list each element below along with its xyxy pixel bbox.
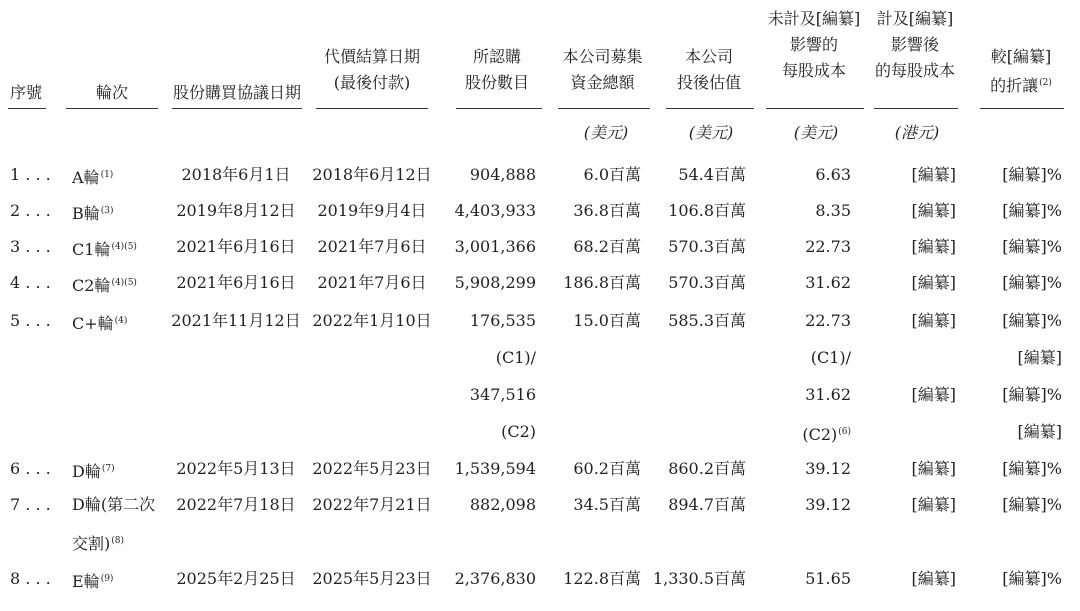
cell-text: 904,888 — [469, 165, 536, 184]
header-line: 本公司 — [684, 47, 733, 66]
cell-settlement-date — [317, 200, 426, 222]
cell-shares — [455, 200, 536, 222]
cell-shares — [455, 568, 536, 590]
cell-funds — [573, 200, 641, 222]
cell-round — [72, 494, 155, 516]
header-total-funds — [555, 44, 650, 96]
footnote-marker: (9) — [100, 574, 114, 584]
cell-text: 2018年6月12日 — [312, 165, 432, 184]
cell-shares — [501, 421, 536, 443]
cell-text: 4 . . . — [10, 273, 51, 292]
cell-agreement-date — [176, 200, 295, 222]
cell-text: [編纂]% — [1002, 201, 1062, 220]
cell-text: [編纂]% — [1002, 459, 1062, 478]
cell-text: 2 . . . — [10, 201, 51, 220]
cell-text: 585.3百萬 — [668, 311, 746, 330]
cell-shares — [455, 236, 536, 258]
header-rule — [8, 108, 46, 109]
header-line: (最後付款) — [333, 73, 411, 92]
cell-text: 6.0百萬 — [583, 165, 641, 184]
cell-cost-before — [805, 494, 851, 516]
cell-shares — [470, 384, 536, 406]
footnote-marker: (4) — [114, 316, 128, 326]
cell-funds — [573, 236, 641, 258]
cell-text: A輪 — [72, 168, 100, 187]
cell-text: 2022年7月21日 — [312, 495, 432, 514]
cell-text: 2018年6月1日 — [181, 165, 291, 184]
header-line: 所認購 — [472, 47, 521, 66]
cell-shares — [455, 458, 536, 480]
header-line: 未計及[編纂] — [767, 9, 861, 28]
cell-text: (C1)/ — [810, 348, 851, 367]
cell-text: 882,098 — [469, 495, 536, 514]
cell-round — [72, 458, 115, 483]
cell-round — [72, 164, 113, 189]
cell-text: 6 . . . — [10, 459, 51, 478]
cell-text: 8 . . . — [10, 569, 51, 588]
cell-text: (C2) — [802, 425, 838, 444]
cell-round — [72, 310, 127, 335]
header-round — [66, 80, 158, 106]
cell-text: 8.35 — [815, 201, 851, 220]
cell-text: [編纂] — [911, 495, 956, 514]
cell-text: 1,539,594 — [454, 459, 536, 478]
cell-text: 交割) — [72, 534, 111, 553]
cell-cost-before — [811, 347, 851, 369]
header-settlement-date — [316, 44, 428, 96]
header-shares — [452, 44, 542, 96]
header-line: 計及[編纂] — [876, 9, 954, 28]
cell-cost-before — [805, 568, 851, 590]
cell-cost-after — [912, 200, 957, 222]
cell-text: 39.12 — [805, 495, 851, 514]
footnote-marker: (4)(5) — [111, 242, 137, 252]
cell-text: 2021年6月16日 — [176, 237, 296, 256]
cell-text: D輪 — [72, 462, 101, 481]
cell-agreement-date — [171, 310, 300, 332]
cell-text: 347,516 — [469, 385, 536, 404]
cell-cost-after — [912, 384, 957, 406]
header-rule — [316, 108, 428, 109]
cell-discount — [1018, 421, 1063, 443]
cell-shares — [470, 310, 536, 332]
header-rule — [766, 108, 864, 109]
cell-text: 2021年6月16日 — [176, 273, 296, 292]
cell-text: 2025年2月25日 — [176, 569, 296, 588]
footnote-marker: (2) — [1039, 78, 1052, 88]
cell-text: C1輪 — [72, 240, 111, 259]
cell-agreement-date — [181, 164, 290, 186]
cell-text: 1,330.5百萬 — [652, 569, 746, 588]
cell-text: [編纂] — [911, 165, 956, 184]
cell-text: [編纂]% — [1002, 495, 1062, 514]
header-line: 的折讓$^{(2)}$ — [990, 76, 1052, 95]
cell-cost-before — [805, 310, 851, 332]
cell-text: 2019年8月12日 — [176, 201, 296, 220]
cell-seq — [10, 310, 51, 332]
cell-text: 2021年7月6日 — [317, 237, 427, 256]
cell-valuation — [668, 236, 746, 258]
cell-discount — [1018, 347, 1063, 369]
cell-seq — [10, 458, 51, 480]
cell-text: [編纂] — [911, 237, 956, 256]
cell-text: [編纂] — [911, 385, 956, 404]
cell-text: 860.2百萬 — [668, 459, 746, 478]
cell-text: (C1)/ — [495, 348, 536, 367]
cell-text: 31.62 — [805, 385, 851, 404]
cell-shares — [470, 494, 536, 516]
header-line: 較[編纂] — [990, 47, 1052, 66]
cell-settlement-date — [312, 494, 431, 516]
cell-text: 3 . . . — [10, 237, 51, 256]
unit-total-funds: (美元) — [583, 123, 629, 142]
cell-text: D輪(第二次 — [72, 495, 156, 514]
cell-settlement-date — [312, 458, 431, 480]
cell-text: 122.8百萬 — [563, 569, 641, 588]
header-rule — [558, 108, 650, 109]
cell-text: 68.2百萬 — [573, 237, 641, 256]
cell-text: 54.4百萬 — [678, 165, 746, 184]
cell-agreement-date — [176, 458, 295, 480]
cell-valuation — [678, 164, 746, 186]
cell-discount — [1002, 200, 1062, 222]
cell-cost-before — [802, 421, 851, 446]
header-cost-after — [872, 6, 958, 84]
header-rule — [980, 108, 1064, 109]
cell-text: E輪 — [72, 572, 100, 591]
cell-text: (C2) — [501, 422, 536, 441]
cell-text: 894.7百萬 — [668, 495, 746, 514]
cell-round — [72, 530, 124, 555]
cell-text: 5 . . . — [10, 311, 51, 330]
header-rule — [172, 108, 302, 109]
cell-text: 7 . . . — [10, 495, 51, 514]
cell-text: 2019年9月4日 — [317, 201, 427, 220]
cell-text: [編纂]% — [1002, 273, 1062, 292]
cell-settlement-date — [312, 310, 431, 332]
cell-seq — [10, 236, 51, 258]
unit-cost-after: (港元) — [894, 123, 940, 142]
cell-text: 34.5百萬 — [573, 495, 641, 514]
cell-text: 2021年7月6日 — [317, 273, 427, 292]
cell-text: 36.8百萬 — [573, 201, 641, 220]
header-line: 股份購買協議日期 — [172, 83, 301, 102]
footnote-marker: (6) — [838, 427, 851, 437]
header-line: 序號 — [9, 83, 42, 102]
cell-cost-after — [912, 494, 957, 516]
header-valuation — [664, 44, 754, 96]
cell-cost-after — [912, 164, 957, 186]
header-rule — [666, 108, 754, 109]
header-cost-before — [764, 6, 864, 84]
footnote-marker: (3) — [100, 206, 114, 216]
cell-cost-after — [912, 310, 957, 332]
cell-text: 51.65 — [805, 569, 851, 588]
cell-text: [編纂]% — [1002, 569, 1062, 588]
cell-text: C+輪 — [72, 314, 114, 333]
cell-text: 106.8百萬 — [668, 201, 746, 220]
cell-text: 2022年5月23日 — [312, 459, 432, 478]
cell-discount — [1002, 384, 1062, 406]
cell-discount — [1002, 310, 1062, 332]
cell-text: 6.63 — [815, 165, 851, 184]
cell-funds — [573, 310, 641, 332]
footnote-marker: (7) — [101, 464, 115, 474]
header-line: 投後估值 — [676, 73, 741, 92]
cell-text: 22.73 — [805, 311, 851, 330]
header-rule — [66, 108, 158, 109]
header-line: 影響的 — [789, 35, 838, 54]
cell-text: [編纂] — [911, 459, 956, 478]
cell-agreement-date — [176, 568, 295, 590]
cell-text: 31.62 — [805, 273, 851, 292]
header-line: 影響後 — [890, 35, 939, 54]
footnote-marker: (8) — [111, 536, 124, 546]
cell-settlement-date — [317, 272, 426, 294]
cell-funds — [573, 458, 641, 480]
header-agreement-date — [172, 80, 302, 106]
cell-discount — [1002, 494, 1062, 516]
cell-text: 4,403,933 — [454, 201, 536, 220]
cell-text: 2,376,830 — [454, 569, 536, 588]
cell-round — [72, 568, 113, 593]
cell-seq — [10, 164, 51, 186]
footnote-marker: (1) — [100, 170, 114, 180]
cell-text: [編纂] — [911, 273, 956, 292]
cell-valuation — [668, 458, 746, 480]
header-discount — [978, 44, 1064, 99]
cell-funds — [563, 568, 641, 590]
unit-valuation: (美元) — [688, 123, 734, 142]
cell-seq — [10, 200, 51, 222]
cell-text: 570.3百萬 — [668, 273, 746, 292]
cell-text: B輪 — [72, 204, 100, 223]
cell-seq — [10, 494, 51, 516]
cell-valuation — [668, 200, 746, 222]
cell-text: [編纂]% — [1002, 237, 1062, 256]
cell-shares — [455, 272, 536, 294]
cell-settlement-date — [312, 568, 431, 590]
cell-text: 3,001,366 — [454, 237, 536, 256]
cell-text: 2022年5月13日 — [176, 459, 296, 478]
cell-discount — [1002, 164, 1062, 186]
cell-text: 176,535 — [469, 311, 536, 330]
cell-valuation — [668, 494, 746, 516]
cell-text: 39.12 — [805, 459, 851, 478]
cell-agreement-date — [176, 236, 295, 258]
cell-text: 570.3百萬 — [668, 237, 746, 256]
header-seq — [6, 80, 46, 106]
footnote-marker: (4)(5) — [111, 278, 137, 288]
cell-cost-after — [912, 272, 957, 294]
cell-text: [編纂] — [911, 201, 956, 220]
cell-discount — [1002, 568, 1062, 590]
cell-cost-before — [805, 384, 851, 406]
cell-text: [編纂]% — [1002, 311, 1062, 330]
cell-cost-before — [815, 200, 851, 222]
cell-text: [編纂] — [911, 569, 956, 588]
header-rule — [874, 108, 958, 109]
cell-text: C2輪 — [72, 276, 111, 295]
cell-shares — [496, 347, 536, 369]
cell-discount — [1002, 458, 1062, 480]
cell-text: [編纂]% — [1002, 385, 1062, 404]
cell-cost-before — [815, 164, 851, 186]
cell-round — [72, 236, 137, 261]
cell-text: 2022年7月18日 — [176, 495, 296, 514]
cell-text: 2025年5月23日 — [312, 569, 432, 588]
cell-round — [72, 272, 137, 297]
cell-seq — [10, 568, 51, 590]
header-line: 股份數目 — [464, 73, 529, 92]
unit-cost-before: (美元) — [793, 123, 839, 142]
cell-settlement-date — [317, 236, 426, 258]
cell-text: [編纂]% — [1002, 165, 1062, 184]
cell-text: 5,908,299 — [454, 273, 536, 292]
header-line: 每股成本 — [781, 61, 846, 80]
cell-text: [編纂] — [1017, 422, 1062, 441]
cell-seq — [10, 272, 51, 294]
cell-text: 1 . . . — [10, 165, 51, 184]
cell-text: 22.73 — [805, 237, 851, 256]
cell-cost-before — [805, 236, 851, 258]
header-line: 的每股成本 — [874, 61, 955, 80]
header-line: 輪次 — [95, 83, 128, 102]
cell-discount — [1002, 272, 1062, 294]
header-line: 資金總額 — [570, 73, 635, 92]
cell-agreement-date — [176, 272, 295, 294]
cell-cost-before — [805, 458, 851, 480]
cell-text: [編纂] — [1017, 348, 1062, 367]
cell-shares — [470, 164, 536, 186]
cell-settlement-date — [312, 164, 431, 186]
cell-cost-after — [912, 458, 957, 480]
cell-text: [編纂] — [911, 311, 956, 330]
cell-funds — [584, 164, 641, 186]
cell-cost-after — [912, 568, 957, 590]
cell-discount — [1002, 236, 1062, 258]
cell-valuation — [653, 568, 746, 590]
cell-funds — [573, 494, 641, 516]
cell-round — [72, 200, 114, 225]
cell-text: 60.2百萬 — [573, 459, 641, 478]
cell-cost-after — [912, 236, 957, 258]
header-line: 本公司募集 — [562, 47, 643, 66]
header-rule — [456, 108, 542, 109]
cell-valuation — [668, 272, 746, 294]
cell-text: 2022年1月10日 — [312, 311, 432, 330]
cell-text: 15.0百萬 — [573, 311, 641, 330]
cell-valuation — [668, 310, 746, 332]
cell-text: 186.8百萬 — [563, 273, 641, 292]
cell-agreement-date — [176, 494, 295, 516]
cell-funds — [563, 272, 641, 294]
cell-text: 2021年11月12日 — [171, 311, 301, 330]
cell-cost-before — [805, 272, 851, 294]
header-line: 代價結算日期 — [323, 47, 420, 66]
